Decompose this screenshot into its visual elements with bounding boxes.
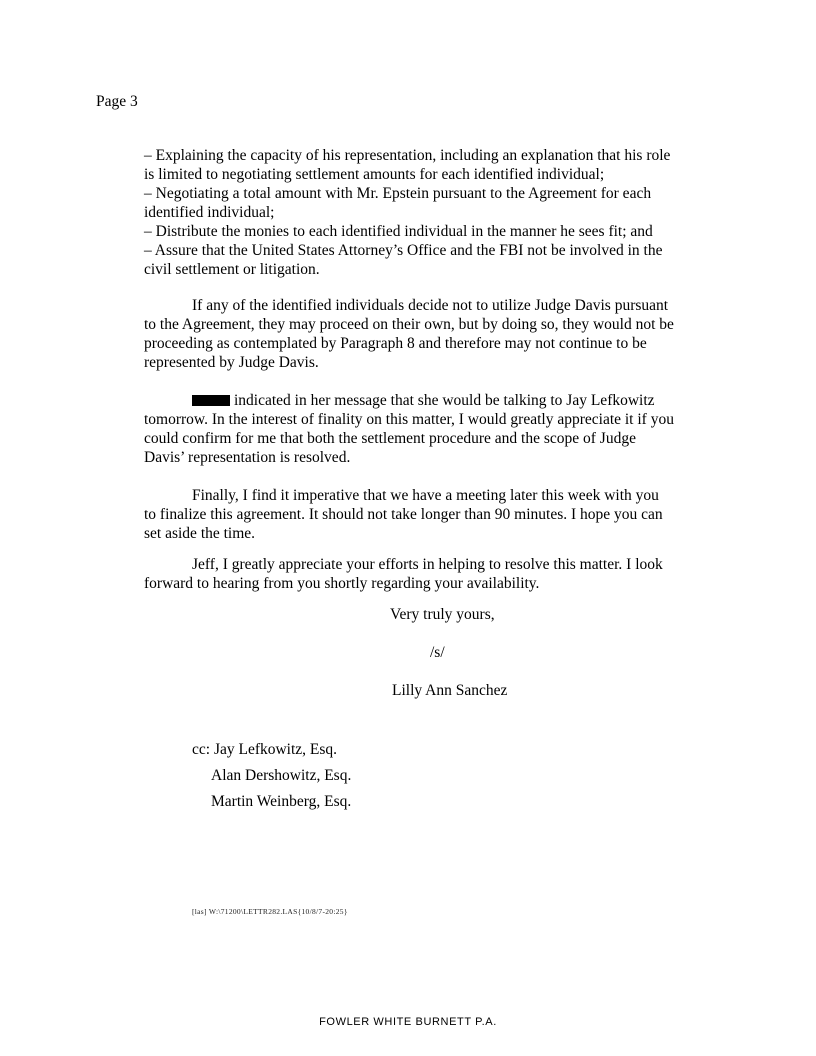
bullet-item: – Assure that the United States Attorney’s Office and the FBI not be involved in the civil settlement or litigation. xyxy=(144,242,663,278)
signer-name: Lilly Ann Sanchez xyxy=(392,682,508,699)
bullet-item: – Distribute the monies to each identified individual in the manner he sees fit; and xyxy=(144,223,653,240)
paragraph-meeting xyxy=(144,486,674,543)
paragraph-appreciation xyxy=(144,555,674,593)
bullet-item: – Explaining the capacity of his representation, including an explanation that his role is limited to negotiating settlement amounts for each identified individual; xyxy=(144,147,671,183)
paragraph-message xyxy=(144,391,674,467)
signature: /s/ xyxy=(430,644,445,661)
firm-name: FOWLER WHITE BURNETT P.A. xyxy=(319,1016,497,1028)
cc-recipient: Martin Weinberg, Esq. xyxy=(211,793,352,810)
paragraph-text: Jeff, I greatly appreciate your efforts in helping to resolve this matter. I look forward to hearing from you shortly regarding your availability. xyxy=(144,556,663,592)
paragraph-text: Finally, I find it imperative that we have a meeting later this week with you to finalize this agreement. It should not take longer than 90 minutes. I hope you can set aside the time. xyxy=(144,487,663,542)
cc-recipient: cc: Jay Lefkowitz, Esq. xyxy=(192,741,338,758)
file-reference: [las] W:\71200\LETTR282.LAS{10/8/7-20:25} xyxy=(192,907,348,916)
bullet-list xyxy=(144,146,674,279)
paragraph-text: indicated in her message that she would be talking to Jay Lefkowitz tomorrow. In the interest of finality on this matter, I would greatly appreciate it if you could confirm for me that both the settlement procedure and the scope of Judge Davis’ representation is resolved. xyxy=(144,392,674,466)
cc-list xyxy=(192,737,351,815)
cc-recipient: Alan Dershowitz, Esq. xyxy=(211,767,352,784)
bullet-item: – Negotiating a total amount with Mr. Epstein pursuant to the Agreement for each identified individual; xyxy=(144,185,652,221)
paragraph-text: If any of the identified individuals decide not to utilize Judge Davis pursuant to the Agreement, they may proceed on their own, but by doing so, they would not be proceeding as contemplated by Paragraph 8 and therefore may not continue to be represented by Judge Davis. xyxy=(144,297,674,371)
page-number: Page 3 xyxy=(96,93,138,110)
redaction-block xyxy=(192,395,230,406)
closing-salutation: Very truly yours, xyxy=(390,606,495,623)
paragraph-judge-davis xyxy=(144,296,674,372)
